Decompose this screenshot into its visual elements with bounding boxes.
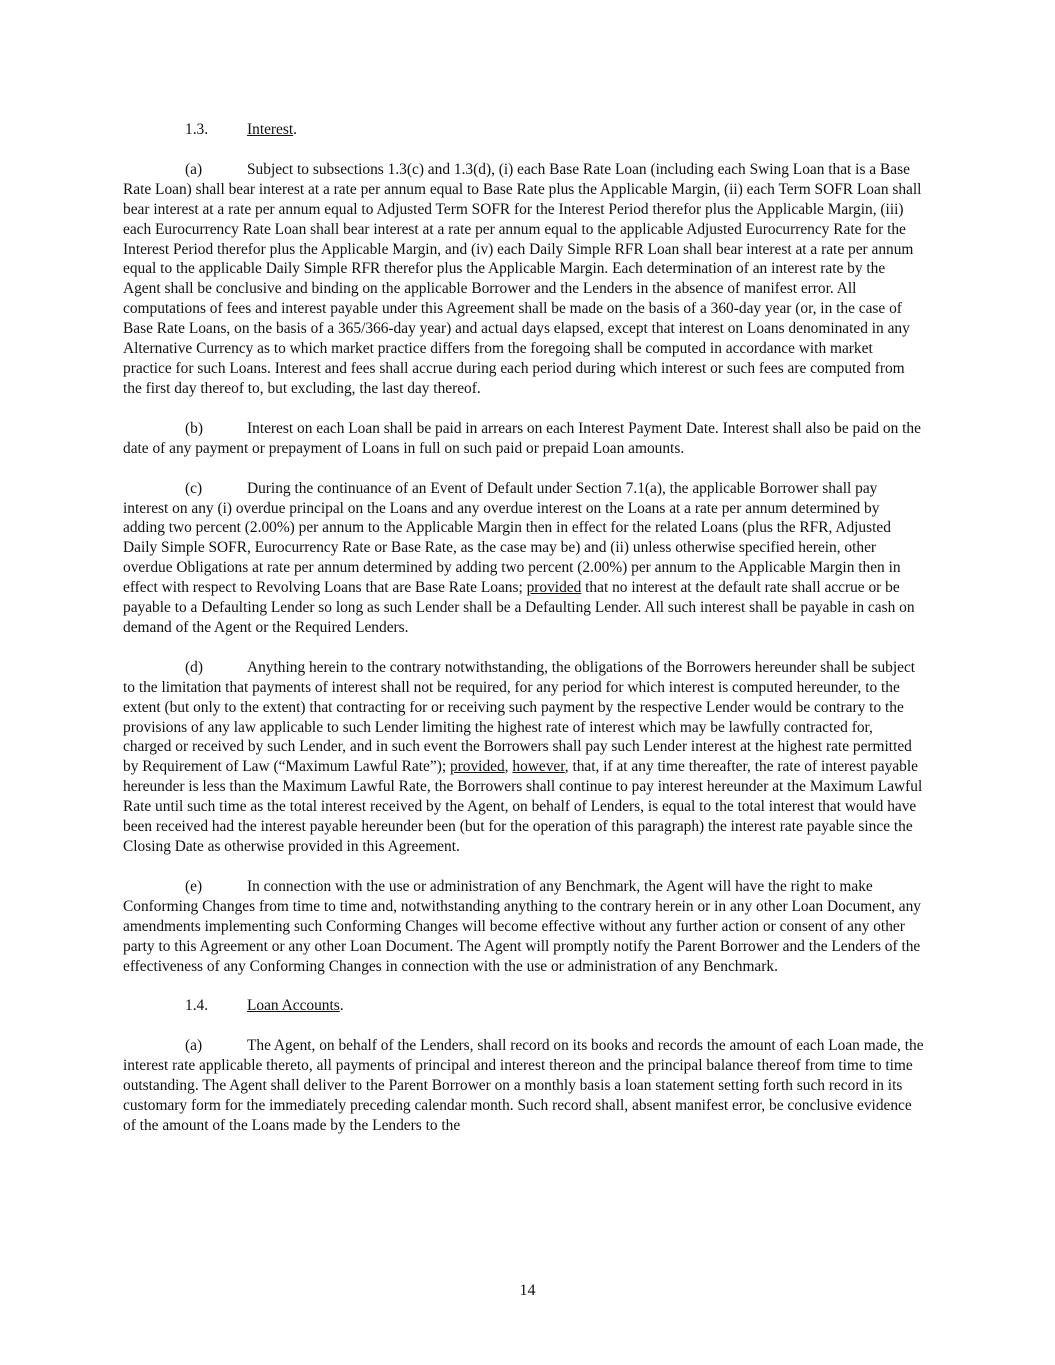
paragraph-label: (c) (185, 479, 203, 497)
paragraph-label: (a) (185, 160, 203, 178)
paragraph-1-3-e (123, 877, 925, 977)
section-1-4-heading (123, 996, 925, 1016)
paragraph-label: (b) (185, 419, 203, 437)
paragraph-text-part-1: During the continuance of an Event of Default under Section 7.1(a), the applicable Borrower shall pay interest on any (i) overdue principal on the Loans and any overdue interest on the Loans at a rate per annum determined by adding two percent (2.00%) per annum to the Applicable Margin then in effect for the related Loans (plus the RFR, Adjusted Daily Simple SOFR, Eurocurrency Rate or Base Rate, as the case may be) and (ii) unless otherwise specified herein, other overdue Obligations at rate per annum determined by adding two percent (2.00%) per annum to the Applicable Margin then in effect with respect to Revolving Loans that are Base Rate Loans; (123, 479, 901, 597)
section-1-3-heading (123, 120, 925, 140)
paragraph-text: The Agent, on behalf of the Lenders, shall record on its books and records the amount of each Loan made, the interest rate applicable thereto, all payments of principal and interest thereon and the principal balance thereof from time to time outstanding. The Agent shall deliver to the Parent Borrower on a monthly basis a loan statement setting forth such record in its customary form for the immediately preceding calendar month. Such record shall, absent manifest error, be conclusive evidence of the amount of the Loans made by the Lenders to the (123, 1037, 924, 1134)
section-1-4-number: 1.4. (185, 997, 209, 1015)
however-term: however (512, 758, 565, 776)
section-1-4-title-period: . (339, 997, 344, 1015)
paragraph-1-3-b (123, 419, 925, 459)
paragraph-text: In connection with the use or administration of any Benchmark, the Agent will have the right to make Conforming Changes from time to time and, notwithstanding anything to the contrary herein or in any other Loan Document, any amendments implementing such Conforming Changes will become effective without any further action or consent of any other party to this Agreement or any other Loan Document. The Agent will promptly notify the Parent Borrower and the Lenders of the effectiveness of any Conforming Changes in connection with the use or administration of any Benchmark. (123, 877, 921, 975)
paragraph-1-3-d (123, 658, 925, 857)
page-number: 14 (519, 1282, 536, 1299)
paragraph-1-4-a (123, 1036, 925, 1136)
page-body (123, 120, 925, 1156)
provided-term: provided (449, 758, 505, 776)
paragraph-1-3-c (123, 479, 925, 638)
paragraph-text-part-2: that no interest at the default rate shall accrue or be payable to a Defaulting Lender so long as such Lender shall be a Defaulting Lender. All such interest shall be payable in cash on demand of the Agent or the Required Lenders. (123, 579, 915, 636)
section-1-3-title-period: . (293, 121, 298, 138)
provided-term: provided (526, 579, 582, 597)
section-1-4-title: Loan Accounts (247, 997, 340, 1015)
comma-separator: , (504, 758, 513, 776)
paragraph-label: (e) (185, 877, 203, 895)
section-1-3-title: Interest (247, 121, 294, 138)
paragraph-text-part-1: Anything herein to the contrary notwithstanding, the obligations of the Borrowers hereunder shall be subject to the limitation that payments of interest shall not be required, for any period for which interest is computed hereunder, to the extent (but only to the extent) that contracting for or receiving such payment by the respective Lender would be contrary to the provisions of any law applicable to such Lender limiting the highest rate of interest which may be lawfully contracted for, charged or received by such Lender, and in such event the Borrowers shall pay such Lender interest at the highest rate permitted by Requirement of Law (“Maximum Lawful Rate”); (123, 658, 916, 776)
paragraph-label: (d) (185, 658, 203, 676)
paragraph-text: Subject to subsections 1.3(c) and 1.3(d), (i) each Base Rate Loan (including each Swing Loan that is a Base Rate Loan) shall bear interest at a rate per annum equal to Base Rate plus the Applicable Margin, (ii) each Term SOFR Loan shall bear interest at a rate per annum equal to Adjusted Term SOFR for the Interest Period therefor plus the Applicable Margin, (iii) each Eurocurrency Rate Loan shall bear interest at a rate per annum equal to the applicable Adjusted Eurocurrency Rate for the Interest Period therefor plus the Applicable Margin, and (iv) each Daily Simple RFR Loan shall bear interest at a rate per annum equal to the applicable Daily Simple RFR therefor plus the Applicable Margin. Each determination of an interest rate by the Agent shall be conclusive and binding on the applicable Borrower and the Lenders in the absence of manifest error. All computations of fees and interest payable under this Agreement shall be made on the basis of a 360-day year (or, in the case of Base Rate Loans, on the basis of a 365/366-day year) and actual days elapsed, except that interest on Loans denominated in any Alternative Currency as to which market practice differs from the foregoing shall be computed in accordance with market practice for such Loans. Interest and fees shall accrue during each period during which interest or such fees are computed from the first day thereof to, but excluding, the last day thereof. (123, 160, 922, 397)
paragraph-label: (a) (185, 1037, 203, 1055)
paragraph-text: Interest on each Loan shall be paid in arrears on each Interest Payment Date. Interest shall also be paid on the date of any payment or prepayment of Loans in full on such paid or prepaid Loan amounts. (123, 419, 921, 457)
paragraph-text-part-2: , that, if at any time thereafter, the rate of interest payable hereunder is less than the Maximum Lawful Rate, the Borrowers shall continue to pay interest hereunder at the Maximum Lawful Rate until such time as the total interest received by the Agent, on behalf of Lenders, is equal to the total interest that would have been received had the interest payable hereunder been (but for the operation of this paragraph) the interest rate payable since the Closing Date as otherwise provided in this Agreement. (123, 758, 923, 855)
paragraph-1-3-a (123, 160, 925, 399)
section-1-3-number: 1.3. (185, 121, 209, 138)
